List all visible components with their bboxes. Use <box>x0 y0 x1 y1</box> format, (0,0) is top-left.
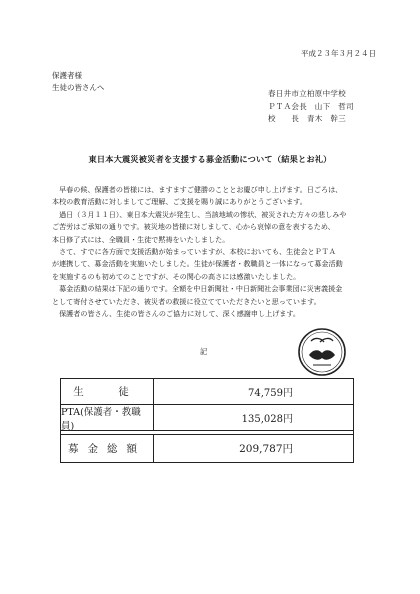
sender-school: 春日井市立柏原中学校 <box>268 89 346 98</box>
document-body <box>52 184 382 320</box>
body-line: が連携して、募金活動を実施いたしました。生徒が保護者・教職員と一体になって募金活動 <box>52 259 343 269</box>
row-value-total: 209,787円 <box>239 443 293 455</box>
table-row-total <box>61 434 353 462</box>
body-line: さて、すでに各方面で支援活動が始まっていますが、本校においても、生徒会とＰＴＡ <box>52 247 336 257</box>
relief-logo-seal <box>297 327 347 377</box>
body-line: ご苦労はご承知の通りです。被災地の皆様に対しまして、心から哀悼の意を表するため、 <box>52 222 335 232</box>
sender-pta-chair: ＰＴＡ会長 山下 哲司 <box>268 101 354 111</box>
body-line: 本日修了式には、全職員・生徒で黙祷をいたしました。 <box>52 234 230 244</box>
body-line: 本校の教育活動に対しましてご理解、ご支援を賜り誠にありがとうございます。 <box>52 197 307 207</box>
ki-heading: 記 <box>200 347 208 356</box>
table-row <box>61 379 353 405</box>
document-title: 東日本大震災被災者を支援する募金活動について（結果とお礼） <box>88 154 332 164</box>
row-value-pta: 135,028円 <box>241 414 293 425</box>
row-label-pta: PTA(保護者・教職員) <box>61 405 154 430</box>
row-value-students: 74,759円 <box>248 388 293 399</box>
senders-block <box>268 88 354 126</box>
table-row <box>61 405 353 431</box>
body-line: 保護者の皆さん、生徒の皆さんのご協力に対して、深く感謝申し上げます。 <box>52 309 300 319</box>
row-label-students: 生 徒 <box>61 379 154 404</box>
body-line: を実施するのも初めてのことですが、その関心の高さには感激いたしました。 <box>52 271 301 281</box>
recipient-guardians: 保護者様 <box>52 71 82 80</box>
donation-summary-table <box>60 378 354 463</box>
body-line: として寄付させていただき、被災者の救援に役立てていただきたいと思っています。 <box>52 296 321 306</box>
body-line: 過日（３月１１日）、東日本大震災が発生し、当該地域の惨状、被災された方々の悲しみや <box>52 209 347 219</box>
body-line: 早春の候、保護者の皆様には、ますますご健勝のこととお慶び申し上げます。日ごろは、 <box>52 185 343 194</box>
row-label-total: 募金総額 <box>61 435 154 462</box>
recipients-block <box>52 70 104 94</box>
sender-principal: 校 長 青木 幹三 <box>268 114 346 123</box>
document-date: 平成２３年３月２４日 <box>301 49 376 58</box>
body-line: 募金活動の結果は下記の通りです。全額を中日新聞社・中日新聞社会事業団に災害義援金 <box>52 284 343 294</box>
recipient-students: 生徒の皆さんへ <box>52 83 105 92</box>
